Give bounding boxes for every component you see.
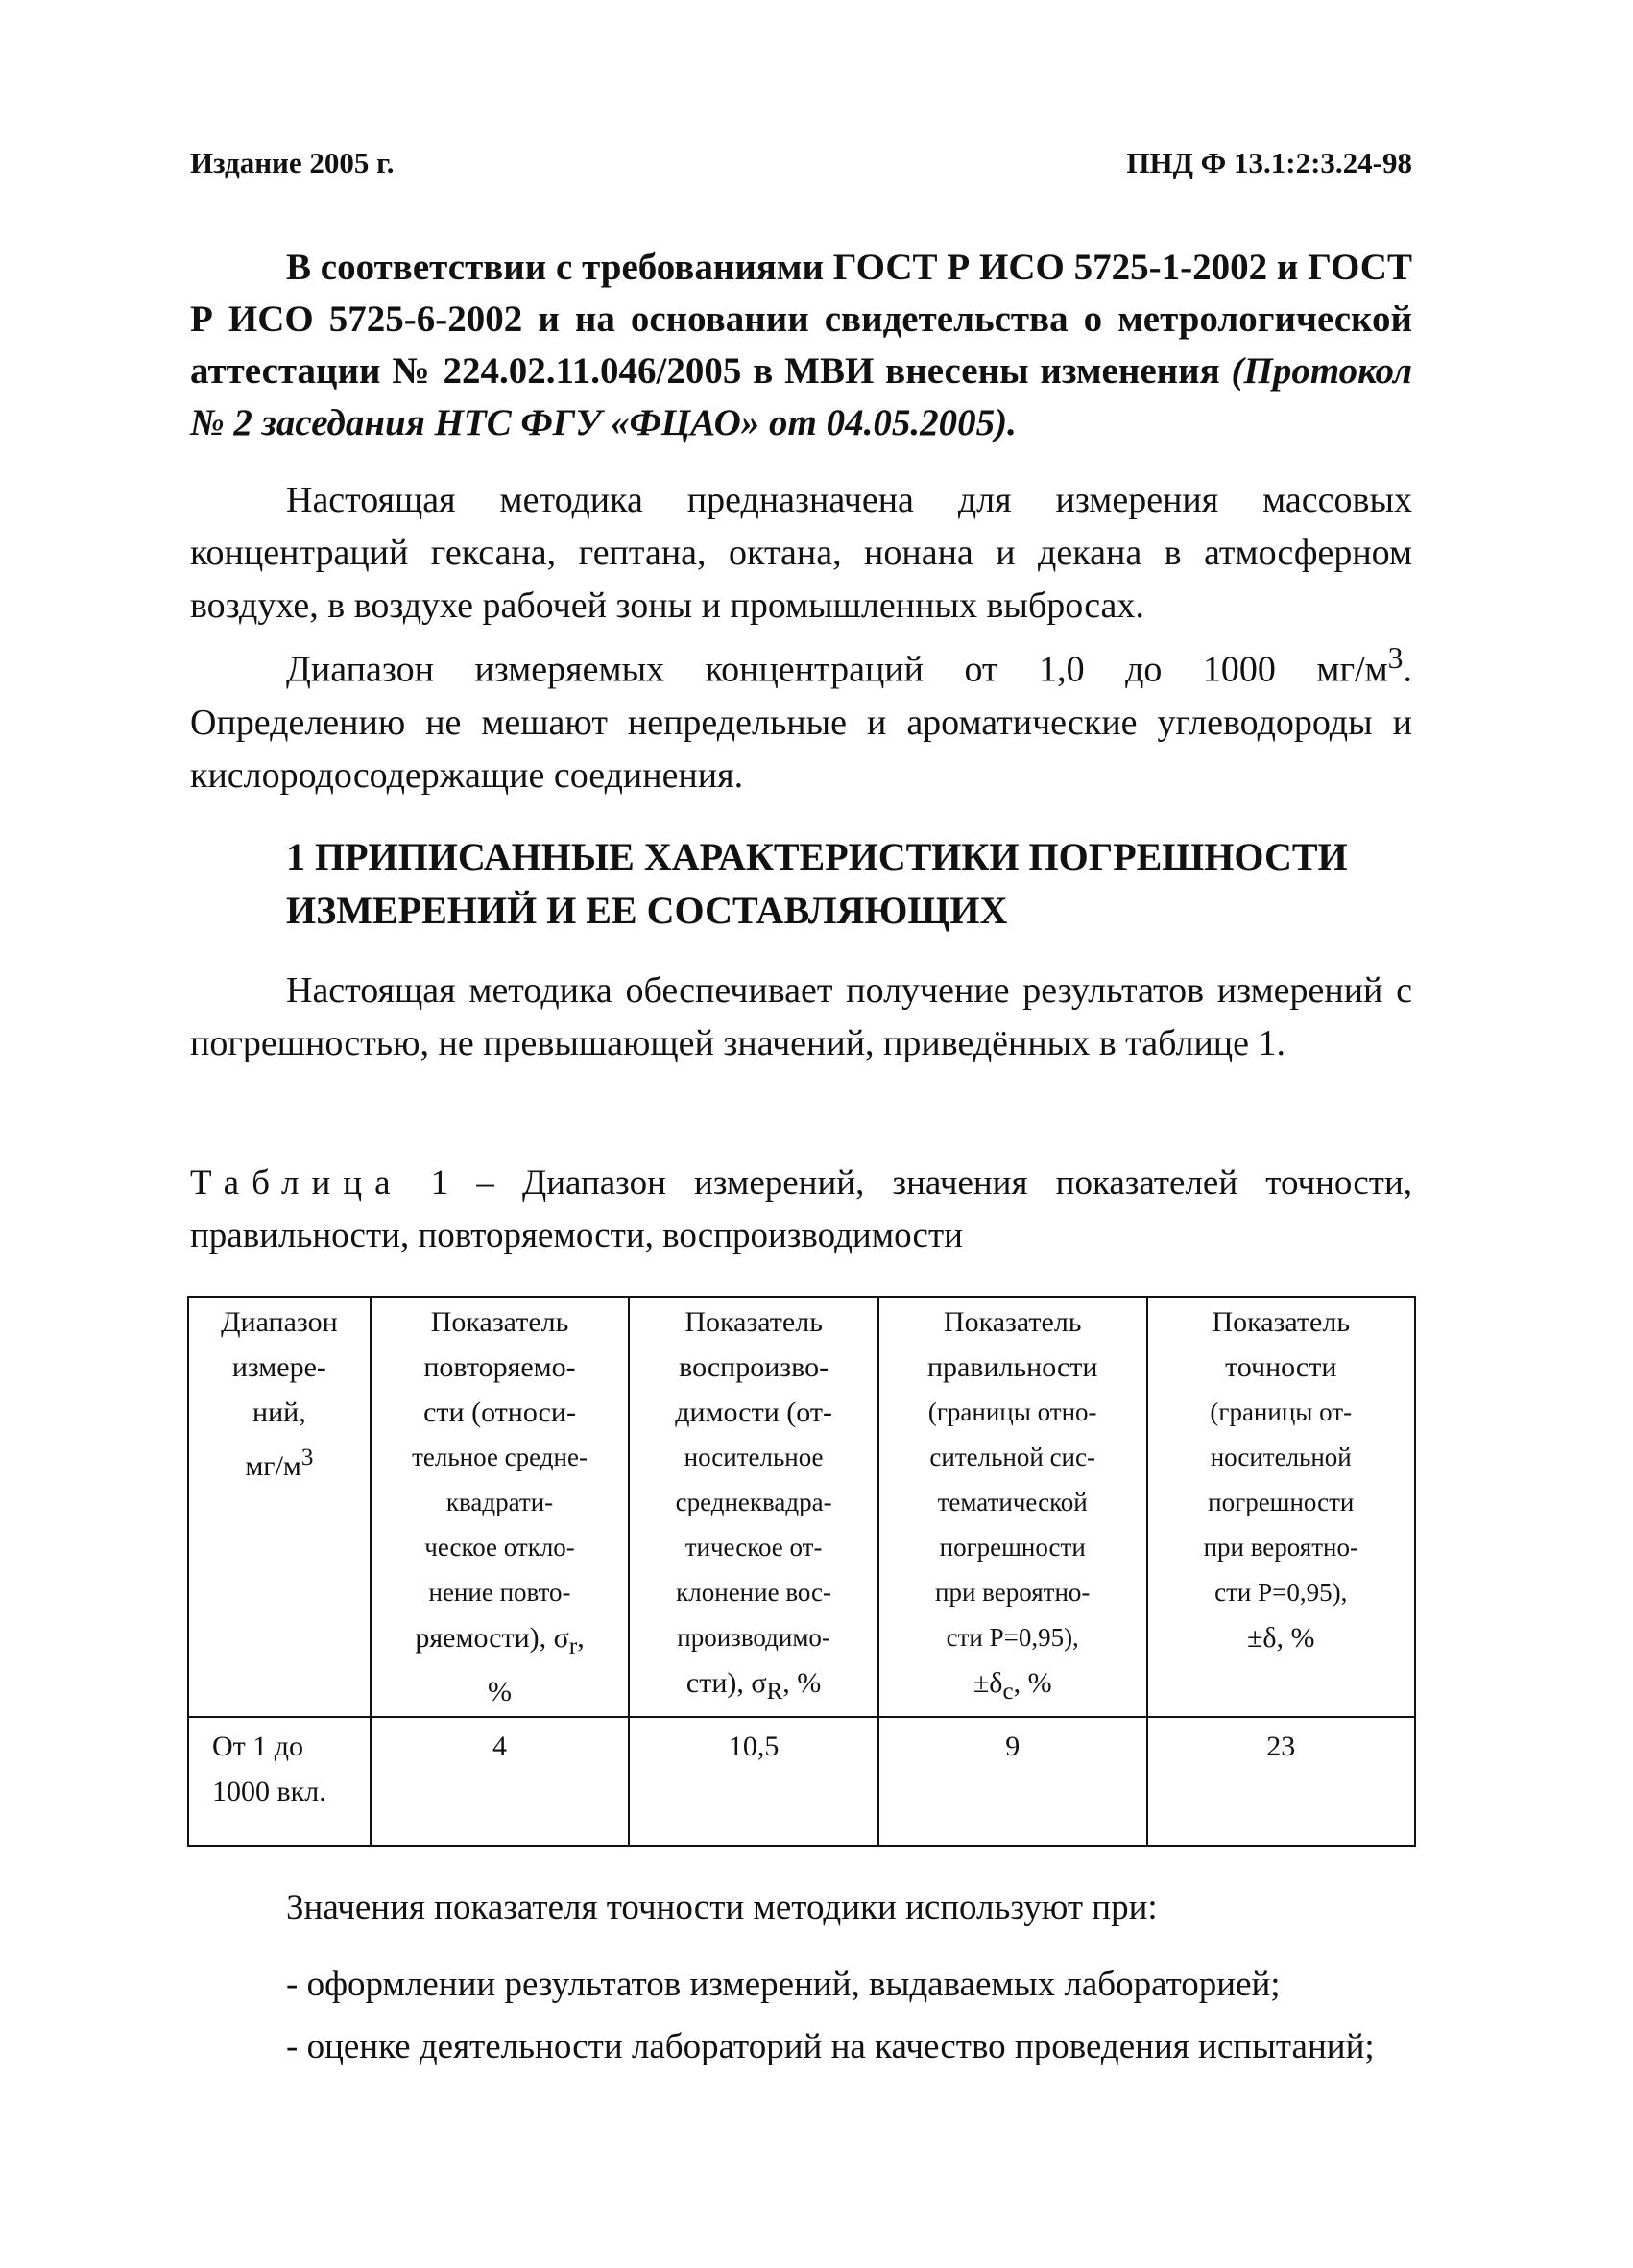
header-unit: , % <box>782 1667 822 1699</box>
table-row <box>188 1717 1415 1846</box>
header-symbol: ±δ <box>973 1667 1003 1699</box>
header-text: квадрати- <box>445 1488 554 1516</box>
header-text: ±δ, % <box>1246 1622 1315 1654</box>
header-text: среднеквадра- <box>675 1488 832 1516</box>
page-header <box>190 146 1412 194</box>
range-text-continued: . Определению не мешают непредельные и ароматические углеводороды и кислородосодержащие соединения. <box>190 649 1412 796</box>
header-text: погрешности <box>1208 1488 1355 1516</box>
header-text: Диапазон <box>221 1306 338 1338</box>
header-subscript: R <box>766 1679 783 1705</box>
header-text: тематической <box>937 1488 1088 1516</box>
header-text <box>197 1435 362 1489</box>
section-heading-line: 1 ПРИПИСАННЫЕ ХАРАКТЕРИСТИКИ ПОГРЕШНОСТИ <box>286 835 1348 878</box>
header-text <box>637 1660 870 1714</box>
document-code: ПНД Ф 13.1:2:3.24-98 <box>1126 146 1412 179</box>
usage-list-item: - оценке деятельности лабораторий на качество проведения испытаний; <box>286 2027 1375 2066</box>
cell-reproducibility: 10,5 <box>629 1717 878 1846</box>
header-text: тельное средне- <box>412 1443 588 1471</box>
header-text: измере- <box>231 1351 326 1383</box>
header-unit: мг/м <box>245 1450 301 1482</box>
header-reproducibility <box>629 1297 878 1717</box>
cell-repeatability: 4 <box>371 1717 630 1846</box>
header-text: погрешности <box>939 1533 1086 1562</box>
header-text: нение повто- <box>428 1578 571 1607</box>
header-range <box>188 1297 371 1717</box>
header-text: носительное <box>684 1443 824 1471</box>
header-symbol: сти), σ <box>685 1667 767 1699</box>
cell-range <box>188 1717 371 1846</box>
header-subscript: r <box>568 1634 578 1659</box>
header-text: точности <box>1225 1351 1337 1383</box>
header-unit: , % <box>1013 1667 1052 1699</box>
notice-text: В соответствии с требованиями ГОСТ Р ИСО 5725-1-2002 и ГОСТ Р ИСО 5725-6-2002 и на основании свидетельства о метрологической аттестации № 224.02.11.046/2005 в МВИ внесены изменения <box>190 247 1412 392</box>
header-text: клонение вос- <box>676 1578 832 1607</box>
cell-text: 1000 вкл. <box>212 1776 326 1807</box>
header-text: Показатель <box>1212 1306 1351 1338</box>
header-text: воспроизво- <box>679 1351 829 1383</box>
header-symbol: ряемости), σ <box>415 1622 569 1654</box>
header-text: сти (относи- <box>423 1397 576 1428</box>
header-text: % <box>488 1676 513 1707</box>
header-text: повторяемо- <box>423 1351 576 1383</box>
header-text: Показатель <box>684 1306 823 1338</box>
header-text <box>887 1660 1139 1714</box>
header-repeatability <box>371 1297 630 1717</box>
header-text: производимо- <box>677 1623 830 1652</box>
header-text: ческое откло- <box>424 1533 575 1562</box>
table-caption-number: 1 <box>430 1163 449 1203</box>
header-text: (границы отно- <box>927 1397 1097 1426</box>
header-text: правильности <box>926 1351 1098 1383</box>
range-text: Диапазон измеряемых концентраций от 1,0 до 1000 мг/м <box>286 649 1388 690</box>
accuracy-table <box>187 1296 1416 1847</box>
header-trueness <box>878 1297 1147 1717</box>
header-accuracy <box>1147 1297 1416 1717</box>
header-text: при вероятно- <box>935 1578 1091 1607</box>
edition-label: Издание 2005 г. <box>190 146 395 179</box>
error-paragraph: Настоящая методика обеспечивает получение результатов измерений с погрешностью, не превышающей значений, приведённых в таблице 1. <box>190 970 1412 1063</box>
section-heading-line: ИЗМЕРЕНИЙ И ЕЕ СОСТАВЛЯЮЩИХ <box>286 889 1008 932</box>
unit-superscript: 3 <box>1387 641 1404 675</box>
header-text: сти Р=0,95), <box>1214 1578 1348 1607</box>
header-text: сти Р=0,95), <box>946 1623 1079 1652</box>
header-text: сительной сис- <box>929 1443 1095 1471</box>
header-text: при вероятно- <box>1203 1533 1358 1562</box>
header-comma: , <box>577 1622 585 1654</box>
usage-intro: Значения показателя точности методики используют при: <box>286 1888 1158 1927</box>
table-caption <box>190 1157 1412 1262</box>
header-text: тическое от- <box>684 1533 823 1562</box>
cell-trueness: 9 <box>878 1717 1147 1846</box>
cell-accuracy: 23 <box>1147 1717 1416 1846</box>
range-paragraph <box>190 632 1412 802</box>
header-text <box>379 1615 621 1669</box>
header-text: носительной <box>1210 1443 1352 1471</box>
header-text: ний, <box>252 1397 306 1428</box>
table-header-row <box>188 1297 1415 1717</box>
purpose-paragraph: Настоящая методика предназначена для измерения массовых концентраций гексана, гептана, октана, нонана и декана в атмосферном воздухе, в воздухе рабочей зоны и промышленных выбросах. <box>190 480 1412 626</box>
header-unit-superscript: 3 <box>300 1444 314 1470</box>
header-text: Показатель <box>943 1306 1082 1338</box>
table-caption-text: – Диапазон измерений, значения показателей точности, правильности, повторяемости, воспроизводимости <box>190 1163 1412 1255</box>
usage-list-item: - оформлении результатов измерений, выдаваемых лабораторией; <box>286 1965 1281 2004</box>
header-text: Показатель <box>430 1306 569 1338</box>
table-caption-label: Таблица <box>190 1163 403 1203</box>
amendment-notice <box>190 242 1412 449</box>
header-text: димости (от- <box>675 1397 832 1428</box>
protocol-reference: (Протокол № 2 заседания НТС ФГУ «ФЦАО» от 04.05.2005). <box>190 350 1412 443</box>
header-text: (границы от- <box>1210 1397 1353 1426</box>
section-heading <box>286 830 1412 938</box>
cell-text: От 1 до <box>212 1731 304 1762</box>
header-subscript: с <box>1002 1679 1014 1705</box>
